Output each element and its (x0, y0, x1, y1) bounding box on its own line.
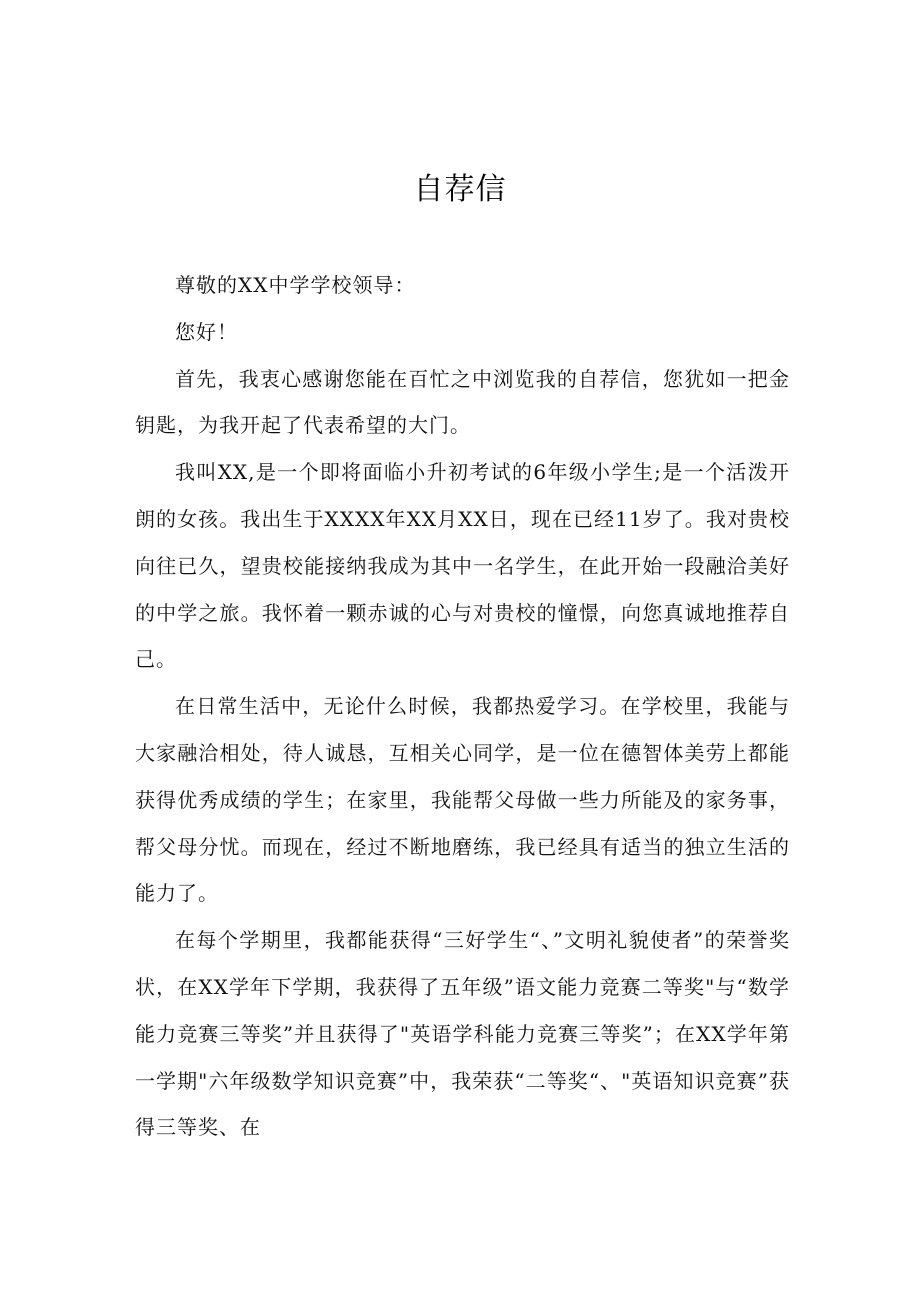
document-title: 自荐信 (413, 172, 507, 207)
salutation: 尊敬的XX中学学校领导： (175, 273, 416, 297)
paragraph-daily-life: 在日常生活中，无论什么时候，我都热爱学习。在学校里，我能与大家融洽相处，待人诚恳，互相关心同学，是一位在德智体美劳上都能获得优秀成绩的学生；在家里，我能帮父母做一些力所能及的家务事，帮父母分忧。而现在，经过不断地磨练，我已经具有适当的独立生活的能力了。 (135, 694, 790, 906)
greeting: 您好！ (175, 319, 238, 344)
letter-body (135, 262, 790, 1151)
paragraph-awards: 在每个学期里，我都能获得“三好学生“、”文明礼貌使者”的荣誉奖状，在XX学年下学期，我获得了五年级”语文能力竞赛二等奖"与“数学能力竞赛三等奖”并且获得了"英语学科能力竞赛三等奖”；在XX学年第一学期"六年级数学知识竞赛”中，我荣获“二等奖“、"英语知识竞赛”获得三等奖、在 (135, 928, 790, 1140)
paragraph-introduction: 我叫XX,是一个即将面临小升初考试的6年级小学生;是一个活泼开朗的女孩。我出生于XXXX年XX月XX日，现在已经11岁了。我对贵校向往已久，望贵校能接纳我成为其中一名学生，在此开始一段融洽美好的中学之旅。我怀着一颗赤诚的心与对贵校的憧憬，向您真诚地推荐自己。 (135, 460, 790, 672)
paragraph-thanks: 首先，我衷心感谢您能在百忙之中浏览我的自荐信，您犹如一把金钥匙，为我开起了代表希望的大门。 (135, 366, 790, 438)
